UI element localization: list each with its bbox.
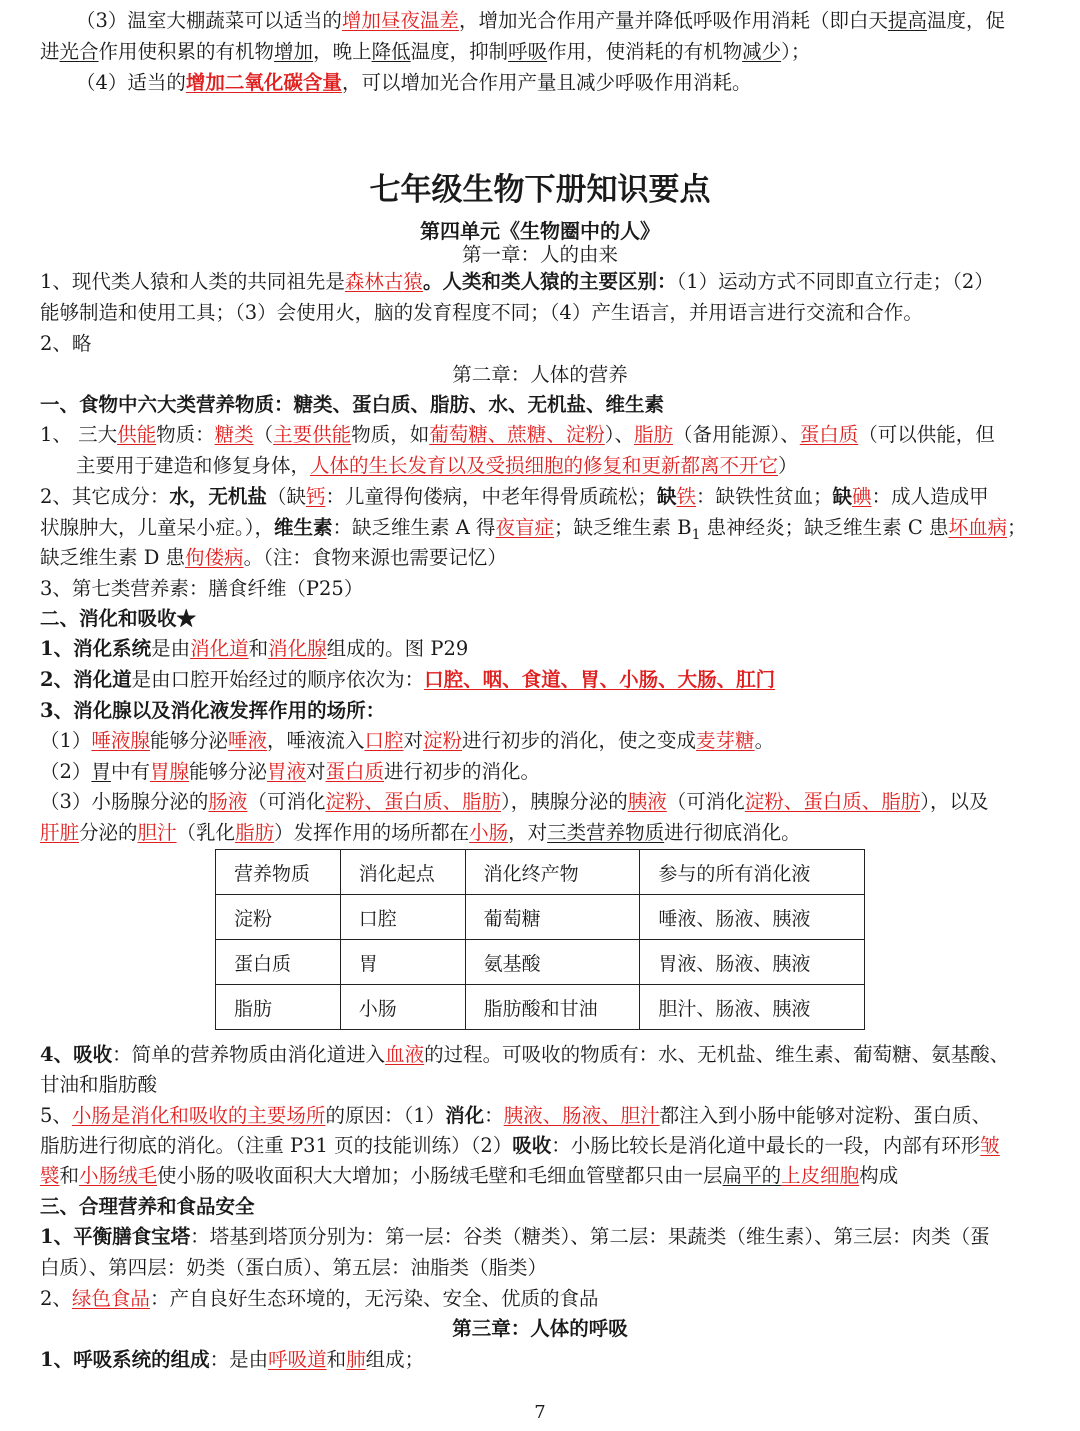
table-cell: 唾液、肠液、胰液 [640,895,865,940]
text-line: 能够制造和使用工具；（3）会使用火，脑的发育程度不同；（4）产生语言，并用语言进行交流和合作。 [40,301,923,324]
text-line: 3、消化腺以及消化液发挥作用的场所： [40,699,386,722]
text-line: 1、消化系统是由消化道和消化腺组成的。图 P29 [40,637,469,660]
table-row [216,985,865,1030]
digestion-table [215,849,865,1030]
text-line: 缺乏维生素 D 患佝偻病。（注：食物来源也需要记忆） [40,546,507,569]
page-number: 7 [534,1402,546,1423]
table-cell: 脂肪酸和甘油 [465,985,640,1030]
table-cell: 蛋白质 [216,940,341,985]
table-header-cell: 消化起点 [340,850,465,895]
chapter-heading: 第二章：人体的营养 [452,363,628,386]
text-line: 4、吸收：简单的营养物质由消化道进入血液的过程。可吸收的物质有：水、无机盐、维生素、葡萄糖、氨基酸、 [40,1043,1010,1066]
text-line: 进光合作用使积累的有机物增加，晚上降低温度，抑制呼吸作用，使消耗的有机物减少）； [40,40,811,63]
text-line: 2、略 [40,332,92,355]
text-line: 2、其它成分：水，无机盐（缺钙：儿童得佝偻病，中老年得骨质疏松；缺铁：缺铁性贫血；缺碘：成人造成甲 [40,485,989,508]
text-line: （3）小肠腺分泌的肠液（可消化淀粉、蛋白质、脂肪），胰腺分泌的胰液（可消化淀粉、蛋白质、脂肪），以及 [40,790,989,813]
text-line: 1、现代类人猿和人类的共同祖先是森林古猿。人类和类人猿的主要区别：（1）运动方式不同即直立行走；（2） [40,270,994,293]
table-cell: 小肠 [340,985,465,1030]
table-cell: 淀粉 [216,895,341,940]
table-header-cell: 参与的所有消化液 [640,850,865,895]
text-line: （4）适当的增加二氧化碳含量，可以增加光合作用产量且减少呼吸作用消耗。 [76,71,752,94]
chapter-heading: 第一章：人的由来 [461,243,618,266]
table-header-row [216,850,865,895]
table-row [216,895,865,940]
section-heading: 一、食物中六大类营养物质：糖类、蛋白质、脂肪、水、无机盐、维生素 [40,393,665,416]
text-line: 白质）、第四层：奶类（蛋白质）、第五层：油脂类（脂类） [40,1256,548,1279]
table-header-cell: 消化终产物 [465,850,640,895]
text-line: 1、呼吸系统的组成：是由呼吸道和肺组成； [40,1348,425,1371]
section-heading: 二、消化和吸收★ [40,607,197,630]
text-line: 襞和小肠绒毛使小肠的吸收面积大大增加；小肠绒毛壁和毛细血管壁都只由一层扁平的上皮细胞构成 [40,1164,899,1187]
table-cell: 胆汁、肠液、胰液 [640,985,865,1030]
unit-heading: 第四单元《生物圈中的人》 [420,219,660,243]
table-row [216,940,865,985]
table-cell: 胃 [340,940,465,985]
table-cell: 葡萄糖 [465,895,640,940]
text-line: 脂肪进行彻底的消化。（注重 P31 页的技能训练）（2）吸收：小肠比较长是消化道中最长的一段，内部有环形皱 [40,1134,1000,1157]
text-line: 主要用于建造和修复身体，人体的生长发育以及受损细胞的修复和更新都离不开它） [76,454,798,477]
table-cell: 胃液、肠液、胰液 [640,940,865,985]
table-cell: 氨基酸 [465,940,640,985]
text-line: 肝脏分泌的胆汁（乳化脂肪）发挥作用的场所都在小肠，对三类营养物质进行彻底消化。 [40,821,801,844]
table-cell: 口腔 [340,895,465,940]
text-line: 2、绿色食品：产自良好生态环境的，无污染、安全、优质的食品 [40,1287,599,1310]
text-line: （3）温室大棚蔬菜可以适当的增加昼夜温差，增加光合作用产量并降低呼吸作用消耗（即白天提高温度，促 [76,9,1005,32]
section-heading: 三、合理营养和食品安全 [40,1195,255,1218]
table-cell: 脂肪 [216,985,341,1030]
text-line: 状腺肿大，儿童呆小症。），维生素：缺乏维生素 A 得夜盲症；缺乏维生素 $B_1$ 患神经炎；缺乏维生素 C 患坏血病； [40,516,1027,543]
chapter-heading: 第三章：人体的呼吸 [452,1317,628,1340]
page-title: 七年级生物下册知识要点 [369,172,711,208]
table-header-cell: 营养物质 [216,850,341,895]
text-line: 1、 三大供能物质：糖类（主要供能物质，如葡萄糖、蔗糖、淀粉）、脂肪（备用能源）、蛋白质（可以供能，但 [40,423,995,446]
text-line: （1）唾液腺能够分泌唾液，唾液流入口腔对淀粉进行初步的消化，使之变成麦芽糖。 [40,729,775,752]
text-line: 2、消化道是由口腔开始经过的顺序依次为：口腔、咽、食道、胃、小肠、大肠、肛门 [40,668,776,691]
text-line: （2）胃中有胃腺能够分泌胃液对蛋白质进行初步的消化。 [40,760,541,783]
text-line: 1、平衡膳食宝塔：塔基到塔顶分别为：第一层：谷类（糖类）、第二层：果蔬类（维生素）、第三层：肉类（蛋 [40,1225,990,1248]
text-line: 3、第七类营养素：膳食纤维（P25） [40,577,364,600]
text-line: 甘油和脂肪酸 [40,1073,158,1096]
text-line: 5、小肠是消化和吸收的主要场所的原因：（1）消化：胰液、肠液、胆汁都注入到小肠中能够对淀粉、蛋白质、 [40,1104,992,1127]
